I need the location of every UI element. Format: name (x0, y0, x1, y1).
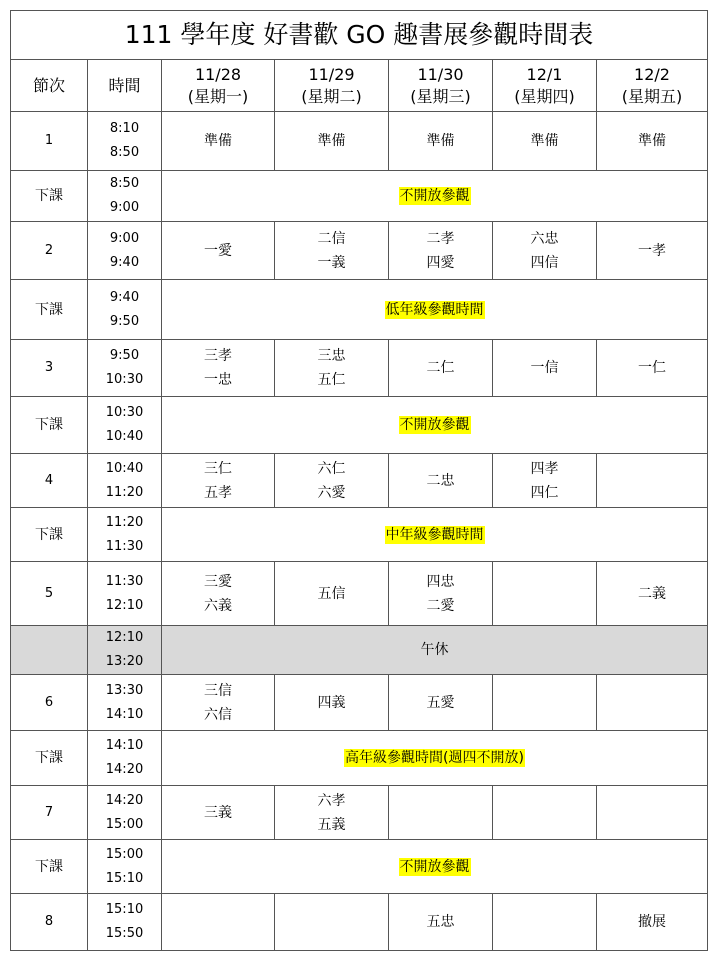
schedule-table (10, 10, 708, 951)
class-cell (493, 675, 597, 731)
class-cell (275, 340, 389, 397)
break-row (11, 280, 708, 340)
class-cell (597, 675, 708, 731)
class-name: 準備 (530, 133, 559, 149)
class-cell (389, 675, 493, 731)
class-cell (162, 340, 275, 397)
time-cell (88, 397, 162, 454)
class-name: 二仁 (426, 360, 455, 376)
class-cell (493, 786, 597, 840)
class-name: 一孝 (638, 242, 666, 259)
class-name: 四孝 (530, 460, 559, 477)
period-cell (11, 626, 88, 675)
start-time: 14:10 (105, 738, 144, 753)
time-cell (88, 894, 162, 951)
class-row (11, 786, 708, 840)
start-time: 8:10 (109, 121, 140, 136)
break-note (162, 397, 708, 454)
time-cell (88, 626, 162, 675)
day-header: 12/1 (星期四) (493, 60, 597, 112)
start-time: 13:30 (105, 682, 144, 698)
time-cell (88, 562, 162, 626)
class-row (11, 112, 708, 171)
period-cell: 下課 (11, 280, 88, 340)
class-cell (493, 112, 597, 171)
break-row (11, 840, 708, 894)
start-time: 14:20 (105, 792, 144, 808)
class-name: 一愛 (204, 242, 232, 259)
note-text: 午休 (420, 642, 449, 658)
end-time: 14:20 (105, 762, 144, 777)
class-name: 三義 (204, 804, 232, 821)
class-cell (162, 786, 275, 840)
break-row (11, 731, 708, 786)
class-name: 五仁 (317, 372, 346, 388)
page-title: 111 學年度 好書歡 GO 趣書展參觀時間表 (11, 11, 708, 60)
class-name: 一仁 (638, 360, 666, 376)
end-time: 11:20 (105, 484, 144, 500)
time-cell (88, 222, 162, 280)
note-text: 高年級參觀時間(週四不開放) (345, 750, 524, 766)
time-header: 時間 (88, 60, 162, 112)
class-cell (162, 112, 275, 171)
class-name: 三愛 (204, 573, 232, 590)
end-time: 10:40 (105, 429, 144, 444)
start-time: 10:40 (105, 460, 144, 476)
class-cell (162, 562, 275, 626)
class-name: 四忠 (426, 573, 455, 590)
day-header: 11/29 (星期二) (275, 60, 389, 112)
class-cell (275, 222, 389, 280)
class-name: 二忠 (426, 472, 455, 489)
period-cell: 4 (11, 454, 88, 508)
class-cell (389, 454, 493, 508)
class-name: 二愛 (426, 597, 455, 614)
end-time: 8:50 (109, 145, 140, 160)
time-cell (88, 171, 162, 222)
class-cell (493, 562, 597, 626)
class-name: 五忠 (426, 914, 455, 930)
start-time: 12:10 (105, 630, 144, 645)
class-row (11, 562, 708, 626)
class-name: 六信 (204, 706, 232, 723)
end-time: 11:30 (105, 538, 144, 554)
class-cell (389, 112, 493, 171)
end-time: 9:50 (109, 313, 140, 329)
day-header: 12/2 (星期五) (597, 60, 708, 112)
end-time: 15:10 (105, 870, 144, 886)
class-name: 五孝 (204, 484, 232, 501)
time-cell (88, 840, 162, 894)
class-name: 六仁 (317, 460, 346, 477)
class-cell (162, 222, 275, 280)
time-cell (88, 280, 162, 340)
end-time: 10:30 (105, 372, 144, 387)
time-cell (88, 340, 162, 397)
note-text: 中年級參觀時間 (385, 526, 484, 543)
class-name: 四仁 (530, 484, 559, 501)
break-note (162, 840, 708, 894)
class-name: 準備 (638, 133, 666, 149)
note-text: 低年級參觀時間 (385, 301, 484, 318)
class-cell (389, 894, 493, 951)
class-name: 準備 (317, 133, 346, 149)
class-cell (275, 786, 389, 840)
title-row (11, 11, 708, 60)
class-cell (493, 454, 597, 508)
class-name: 四信 (530, 254, 559, 271)
start-time: 11:20 (105, 514, 144, 530)
day-header: 11/30 (星期三) (389, 60, 493, 112)
end-time: 9:00 (109, 200, 140, 215)
class-name: 準備 (204, 133, 232, 149)
period-cell: 1 (11, 112, 88, 171)
class-name: 一義 (317, 254, 346, 271)
class-name: 二義 (638, 585, 666, 602)
class-name: 三孝 (204, 348, 232, 364)
note-text: 不開放參觀 (399, 417, 470, 433)
start-time: 15:10 (105, 902, 144, 917)
class-name: 一忠 (204, 372, 232, 388)
class-cell (597, 894, 708, 951)
end-time: 12:10 (105, 597, 144, 613)
day-header: 11/28 (星期一) (162, 60, 275, 112)
end-time: 13:20 (105, 654, 144, 669)
end-time: 15:00 (105, 816, 144, 832)
period-cell: 下課 (11, 731, 88, 786)
class-name: 準備 (426, 133, 455, 149)
start-time: 9:50 (109, 348, 140, 363)
time-cell (88, 112, 162, 171)
class-cell (493, 894, 597, 951)
class-name: 四義 (317, 694, 346, 711)
start-time: 10:30 (105, 405, 144, 420)
period-cell: 5 (11, 562, 88, 626)
class-name: 二信 (317, 230, 346, 247)
time-cell (88, 454, 162, 508)
header-row (11, 60, 708, 112)
class-cell (275, 454, 389, 508)
class-cell (597, 222, 708, 280)
class-cell (493, 340, 597, 397)
class-cell (597, 562, 708, 626)
period-cell: 下課 (11, 840, 88, 894)
class-cell (162, 454, 275, 508)
start-time: 15:00 (105, 846, 144, 862)
period-header: 節次 (11, 60, 88, 112)
class-name: 五愛 (426, 694, 455, 711)
time-cell (88, 731, 162, 786)
class-name: 三信 (204, 682, 232, 699)
period-cell: 7 (11, 786, 88, 840)
class-name: 五信 (317, 585, 346, 602)
class-cell (389, 786, 493, 840)
period-cell: 下課 (11, 508, 88, 562)
note-text: 不開放參觀 (399, 858, 470, 875)
class-cell (275, 894, 389, 951)
time-cell (88, 675, 162, 731)
class-name: 一信 (530, 360, 559, 376)
start-time: 9:00 (109, 230, 140, 246)
class-name: 六忠 (530, 230, 559, 247)
break-row (11, 397, 708, 454)
break-row (11, 171, 708, 222)
start-time: 11:30 (105, 573, 144, 589)
start-time: 8:50 (109, 176, 140, 191)
break-note (162, 508, 708, 562)
class-name: 三忠 (317, 348, 346, 364)
start-time: 9:40 (109, 289, 140, 305)
class-cell (597, 454, 708, 508)
class-cell (275, 112, 389, 171)
break-note (162, 171, 708, 222)
class-row (11, 675, 708, 731)
class-cell (162, 675, 275, 731)
class-name: 二孝 (426, 230, 455, 247)
class-cell (389, 562, 493, 626)
time-cell (88, 508, 162, 562)
period-cell: 3 (11, 340, 88, 397)
class-row (11, 894, 708, 951)
class-cell (597, 112, 708, 171)
period-cell: 6 (11, 675, 88, 731)
break-row (11, 508, 708, 562)
class-name: 六愛 (317, 484, 346, 501)
class-name: 四愛 (426, 254, 455, 271)
class-cell (275, 675, 389, 731)
period-cell: 下課 (11, 171, 88, 222)
break-note (162, 280, 708, 340)
class-name: 六義 (204, 597, 232, 614)
class-name: 三仁 (204, 460, 232, 477)
class-row (11, 340, 708, 397)
class-cell (597, 786, 708, 840)
class-cell (275, 562, 389, 626)
class-cell (493, 222, 597, 280)
period-cell: 2 (11, 222, 88, 280)
end-time: 15:50 (105, 926, 144, 941)
break-note (162, 731, 708, 786)
class-cell (389, 222, 493, 280)
period-cell: 下課 (11, 397, 88, 454)
end-time: 9:40 (109, 254, 140, 270)
class-name: 撤展 (638, 914, 666, 930)
class-row (11, 222, 708, 280)
class-row (11, 454, 708, 508)
class-cell (389, 340, 493, 397)
class-name: 六孝 (317, 792, 346, 809)
class-name: 五義 (317, 816, 346, 833)
end-time: 14:10 (105, 706, 144, 722)
lunch-note (162, 626, 708, 675)
period-cell: 8 (11, 894, 88, 951)
class-cell (597, 340, 708, 397)
time-cell (88, 786, 162, 840)
note-text: 不開放參觀 (399, 188, 470, 204)
class-cell (162, 894, 275, 951)
lunch-row (11, 626, 708, 675)
